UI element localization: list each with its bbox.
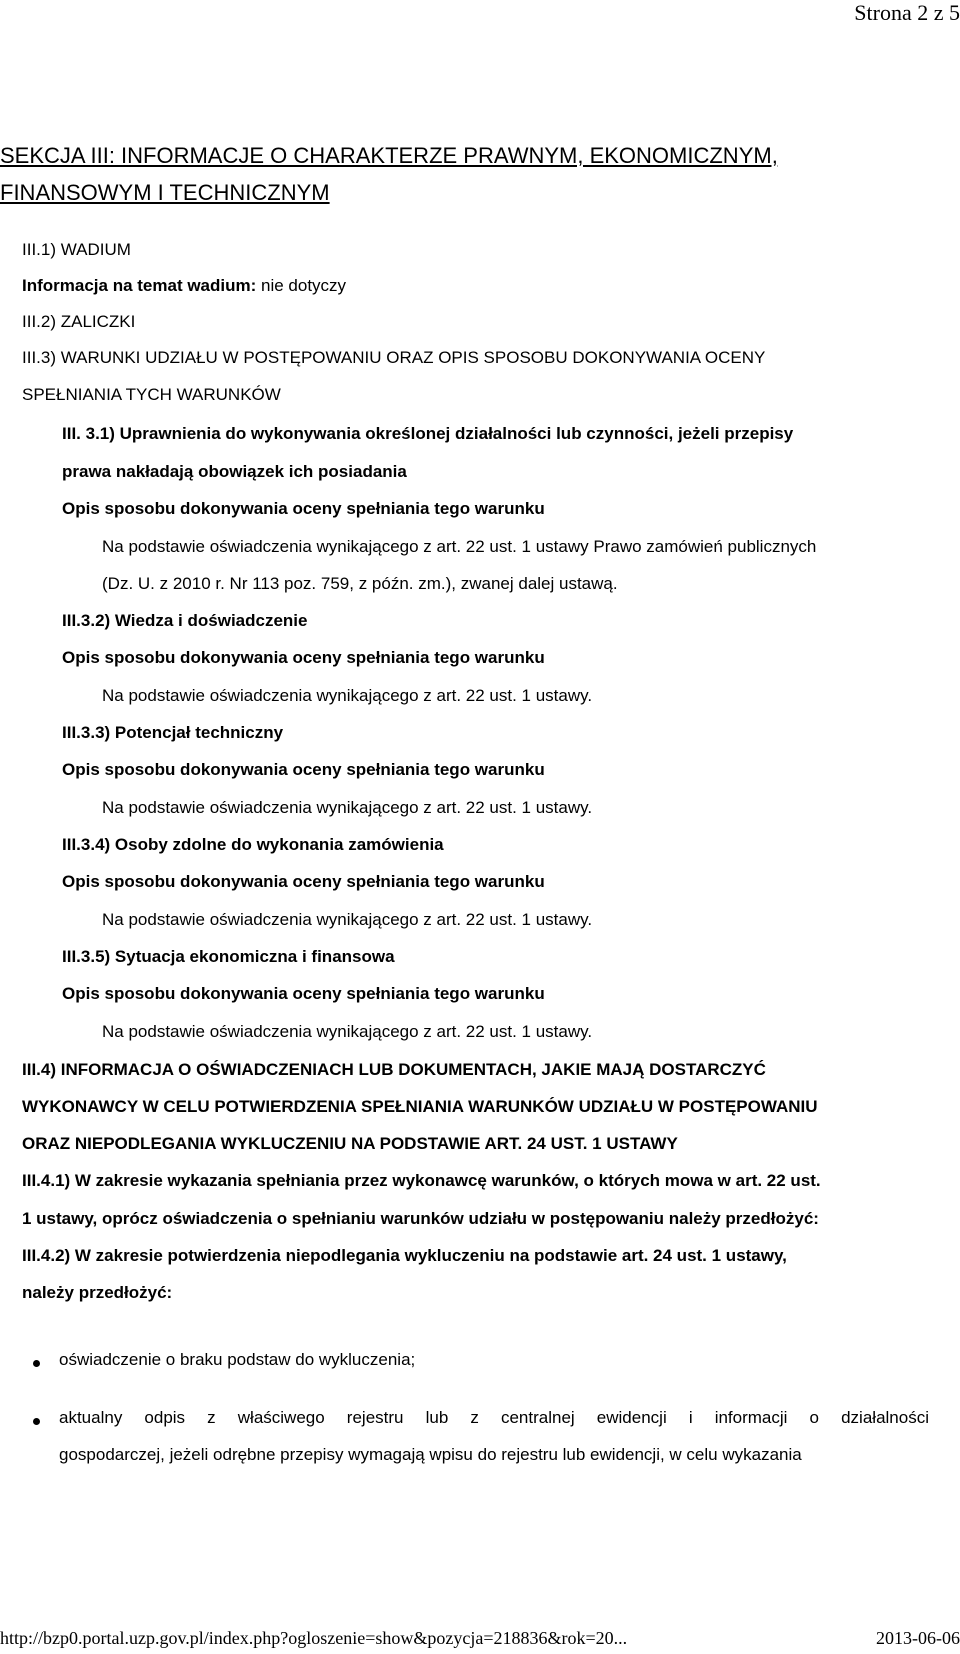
bullet-icon [33,1418,40,1425]
item-3-3-text: Na podstawie oświadczenia wynikającego z art. 22 ust. 1 ustawy. [102,798,593,817]
wadium-info-value: nie dotyczy [256,276,347,295]
wadium-info [22,276,346,296]
footer-date: 2013-06-06 [876,1628,960,1648]
wadium-info-label: Informacja na temat wadium: [22,276,257,295]
item-3-1-text-line1: Na podstawie oświadczenia wynikającego z art. 22 ust. 1 ustawy Prawo zamówień publicznych [102,537,817,556]
wadium-heading: III.1) WADIUM [22,240,131,259]
section-title-line2: FINANSOWYM I TECHNICZNYM [0,180,330,205]
item-3-1-title-line1: III. 3.1) Uprawnienia do wykonywania określonej działalności lub czynności, jeżeli przepisy [62,424,794,443]
item-3-4-opis: Opis sposobu dokonywania oceny spełniania tego warunku [62,872,545,891]
item-3-4-text: Na podstawie oświadczenia wynikającego z art. 22 ust. 1 ustawy. [102,910,593,929]
page-number: Strona 2 z 5 [854,0,960,25]
bullet-item-2-line2: gospodarczej, jeżeli odrębne przepisy wymagają wpisu do rejestru lub ewidencji, w celu wykazania [59,1445,802,1464]
p41-line2: 1 ustawy, oprócz oświadczenia o spełnianiu warunków udziału w postępowaniu należy przedłożyć: [22,1209,819,1228]
item-3-3-opis: Opis sposobu dokonywania oceny spełniania tego warunku [62,760,545,779]
footer-url: http://bzp0.portal.uzp.gov.pl/index.php?ogloszenie=show&pozycja=218836&rok=20... [0,1628,628,1648]
item-3-2-opis: Opis sposobu dokonywania oceny spełniania tego warunku [62,648,545,667]
item-3-2-text: Na podstawie oświadczenia wynikającego z art. 22 ust. 1 ustawy. [102,686,593,705]
oswiadczenia-heading-line1: III.4) INFORMACJA O OŚWIADCZENIACH LUB DOKUMENTACH, JAKIE MAJĄ DOSTARCZYĆ [22,1060,766,1079]
zaliczki-heading: III.2) ZALICZKI [22,312,136,331]
item-3-3-title: III.3.3) Potencjał techniczny [62,723,284,742]
item-3-1-text-line2: (Dz. U. z 2010 r. Nr 113 poz. 759, z późn. zm.), zwanej dalej ustawą. [102,574,618,593]
warunki-heading-line1: III.3) WARUNKI UDZIAŁU W POSTĘPOWANIU ORAZ OPIS SPOSOBU DOKONYWANIA OCENY [22,348,766,367]
bullet-icon [33,1360,40,1367]
item-3-4-title: III.3.4) Osoby zdolne do wykonania zamówienia [62,835,444,854]
section-title-line1: SEKCJA III: INFORMACJE O CHARAKTERZE PRAWNYM, EKONOMICZNYM, [0,143,778,168]
item-3-1-title-line2: prawa nakładają obowiązek ich posiadania [62,462,407,481]
bullet-item-1: oświadczenie o braku podstaw do wykluczenia; [59,1350,416,1369]
p42-line1: III.4.2) W zakresie potwierdzenia niepodlegania wykluczeniu na podstawie art. 24 ust. 1 ustawy, [22,1246,787,1265]
oswiadczenia-heading-line3: ORAZ NIEPODLEGANIA WYKLUCZENIU NA PODSTAWIE ART. 24 UST. 1 USTAWY [22,1134,678,1153]
item-3-1-opis: Opis sposobu dokonywania oceny spełniania tego warunku [62,499,545,518]
p42-line2: należy przedłożyć: [22,1283,173,1302]
item-3-5-text: Na podstawie oświadczenia wynikającego z art. 22 ust. 1 ustawy. [102,1022,593,1041]
oswiadczenia-heading-line2: WYKONAWCY W CELU POTWIERDZENIA SPEŁNIANIA WARUNKÓW UDZIAŁU W POSTĘPOWANIU [22,1097,818,1116]
warunki-heading-line2: SPEŁNIANIA TYCH WARUNKÓW [22,385,281,404]
item-3-5-opis: Opis sposobu dokonywania oceny spełniania tego warunku [62,984,545,1003]
bullet-item-2-line1: aktualny odpis z właściwego rejestru lub z centralnej ewidencji i informacji o działalności [59,1408,929,1427]
p41-line1: III.4.1) W zakresie wykazania spełniania przez wykonawcę warunków, o których mowa w art. 22 ust. [22,1171,821,1190]
item-3-2-title: III.3.2) Wiedza i doświadczenie [62,611,308,630]
item-3-5-title: III.3.5) Sytuacja ekonomiczna i finansowa [62,947,395,966]
